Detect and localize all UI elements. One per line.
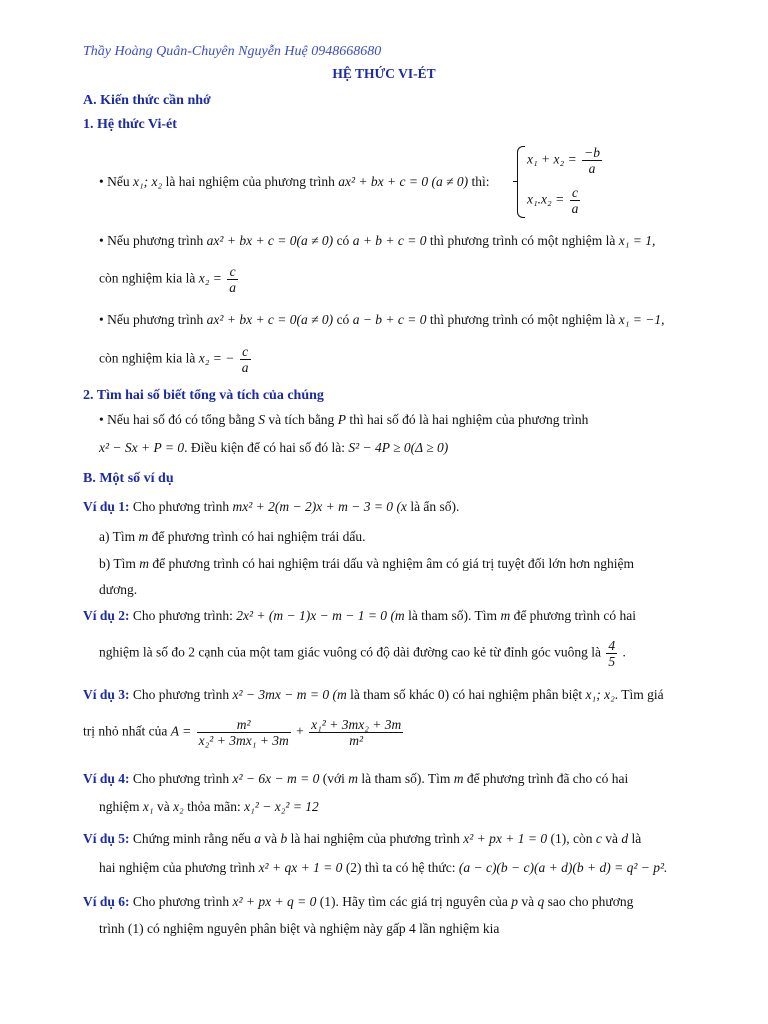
theory-sum-product: • Nếu hai số đó có tổng bằng S và tích bằng P thì hai số đó là hai nghiệm của phương trình: [99, 412, 589, 427]
example-3-expression: trị nhỏ nhất của A = $\frac{\text{m²}}{\text{x₂² + 3mx₁ + 3m}}$ + $\frac{\text{x₁² + 3mx₂ + 3m}}{\text{m²}}$: [83, 717, 402, 748]
page-title: HỆ THỨC VI-ÉT: [332, 66, 436, 81]
vieta-sum-formula: x₁ + x₂ = $\frac{-b}{a}$: [527, 145, 600, 176]
theory-case-sum-zero: • Nếu phương trình ax² + bx + c = 0(a ≠ 0) có a + b + c = 0 thì phương trình có một nghiệm là x₁ = 1,: [99, 233, 656, 248]
author-header: Thầy Hoàng Quân-Chuyên Nguyễn Huệ 0948668680: [83, 44, 382, 59]
system-brace: [517, 146, 525, 218]
example-5-cont: hai nghiệm của phương trình x² + qx + 1 = 0 (2) thì ta có hệ thức: (a − c)(b − c)(a + d)(b + d) = q² − p².: [99, 860, 668, 875]
example-6-cont: trình (1) có nghiệm nguyên phân biệt và nghiệm này gấp 4 lần nghiệm kia: [99, 921, 500, 936]
example-1: Ví dụ 1: Cho phương trình mx² + 2(m − 2)x + m − 3 = 0 (x là ẩn số).: [83, 499, 460, 514]
example-5: Ví dụ 5: Chứng minh rằng nếu a và b là hai nghiệm của phương trình x² + px + 1 = 0 (1), còn c và d là: [83, 831, 642, 846]
example-4-cont: nghiệm x₁ và x₂ thỏa mãn: x₁² − x₂² = 12: [99, 799, 319, 814]
example-3: Ví dụ 3: Cho phương trình x² − 3mx − m = 0 (m là tham số khác 0) có hai nghiệm phân biệt x₁; x₂. Tìm giá: [83, 687, 664, 702]
section-2-heading: 2. Tìm hai số biết tổng và tích của chúng: [83, 388, 324, 403]
theory-case-alt-sum-zero: • Nếu phương trình ax² + bx + c = 0(a ≠ 0) có a − b + c = 0 thì phương trình có một nghiệm là x₁ = −1,: [99, 312, 665, 327]
theory-case-sum-zero-second-root: còn nghiệm kia là x₂ = $\frac{c}{a}$: [99, 264, 237, 295]
theory-case-alt-second-root: còn nghiệm kia là x₂ = − $\frac{c}{a}$: [99, 344, 249, 375]
theory-sum-product-condition: x² − Sx + P = 0. Điều kiện để có hai số đó là: S² − 4P ≥ 0(Δ ≥ 0): [99, 440, 449, 455]
example-6: Ví dụ 6: Cho phương trình x² + px + q = 0 (1). Hãy tìm các giá trị nguyên của p và q sao cho phương: [83, 894, 634, 909]
example-2-cont: nghiệm là số đo 2 cạnh của một tam giác vuông có độ dài đường cao kẻ từ đỉnh góc vuông là $\frac{4}{5}$ .: [99, 638, 626, 669]
section-a-heading: A. Kiến thức cần nhớ: [83, 93, 211, 108]
example-1-part-b-cont: dương.: [99, 582, 138, 597]
section-b-heading: B. Một số ví dụ: [83, 471, 174, 486]
example-1-part-a: a) Tìm m để phương trình có hai nghiệm trái dấu.: [99, 529, 366, 544]
section-1-heading: 1. Hệ thức Vi-ét: [83, 117, 177, 132]
example-1-part-b: b) Tìm m để phương trình có hai nghiệm trái dấu và nghiệm âm có giá trị tuyệt đối lớn hơn nghiệm: [99, 556, 635, 571]
example-4: Ví dụ 4: Cho phương trình x² − 6x − m = 0 (với m là tham số). Tìm m để phương trình đã cho có hai: [83, 771, 629, 786]
theory-vieta-statement: • Nếu x₁; x₂ là hai nghiệm của phương trình ax² + bx + c = 0 (a ≠ 0) thì:: [99, 174, 490, 189]
example-2: Ví dụ 2: Cho phương trình: 2x² + (m − 1)x − m − 1 = 0 (m là tham số). Tìm m để phương trình có hai: [83, 608, 636, 623]
vieta-product-formula: x₁.x₂ = $\frac{c}{a}$: [527, 185, 579, 216]
